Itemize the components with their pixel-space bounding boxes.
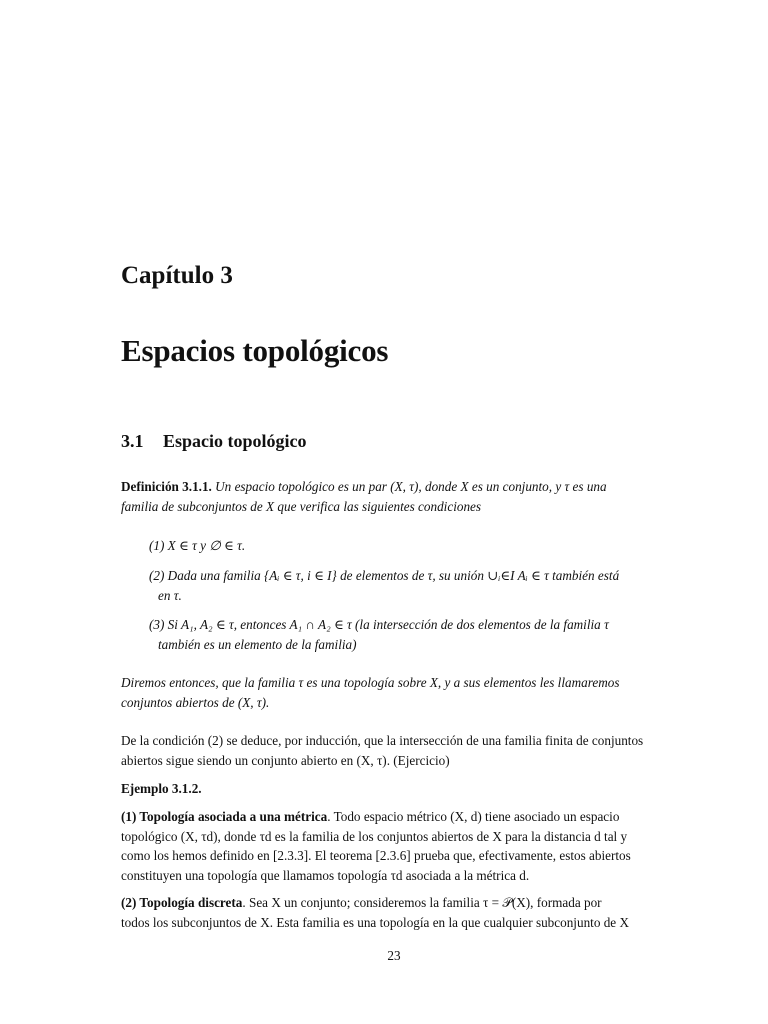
condition-1-text: (1) X ∈ τ y ∅ ∈ τ. bbox=[149, 538, 246, 553]
condition-3-line2: también es un elemento de la familia) bbox=[158, 636, 357, 652]
condition-3-line1: (3) Si A₁, A₂ ∈ τ, entonces A₁ ∩ A₂ ∈ τ (la intersección de dos elementos de la familia τ bbox=[149, 617, 609, 632]
example-metric-paragraph bbox=[121, 807, 670, 885]
definition-block bbox=[121, 477, 670, 516]
chapter-title: Espacios topológicos bbox=[121, 333, 389, 368]
definition-text-line1: Un espacio topológico es un par (X, τ), donde X es un conjunto, y τ es una bbox=[215, 479, 607, 494]
induction-line1: De la condición (2) se deduce, por inducción, que la intersección de una familia finita de conjuntos bbox=[121, 733, 644, 748]
condition-2-line2: en τ. bbox=[158, 587, 182, 603]
example-metric-heading: (1) Topología asociada a una métrica bbox=[121, 809, 328, 824]
example-discrete-paragraph bbox=[121, 893, 670, 932]
example-label: Ejemplo 3.1.2. bbox=[121, 781, 202, 796]
conclusion-line1: Diremos entonces, que la familia τ es una topología sobre X, y a sus elementos les llamaremos bbox=[121, 675, 620, 690]
page-number: 23 bbox=[387, 948, 401, 963]
example-metric-line3: como los hemos definido en [2.3.3]. El teorema [2.3.6] prueba que, efectivamente, estos abiertos bbox=[121, 848, 631, 863]
condition-item-1 bbox=[149, 536, 670, 556]
condition-item-2 bbox=[149, 566, 670, 605]
condition-item-3 bbox=[149, 615, 670, 654]
definition-label: Definición 3.1.1. bbox=[121, 479, 212, 494]
example-metric-line4: constituyen una topología que llamamos topología τd asociada a la métrica d. bbox=[121, 867, 530, 883]
section-number: 3.1 bbox=[121, 431, 144, 451]
section-heading bbox=[121, 431, 307, 452]
example-metric-line1: . Todo espacio métrico (X, d) tiene asociado un espacio bbox=[327, 809, 620, 824]
conclusion-line2: conjuntos abiertos de (X, τ). bbox=[121, 694, 270, 710]
example-discrete-heading: (2) Topología discreta bbox=[121, 895, 243, 910]
induction-line2: abiertos sigue siendo un conjunto abierto en (X, τ). (Ejercicio) bbox=[121, 752, 450, 768]
definition-text-line2: familia de subconjuntos de X que verifica las siguientes condiciones bbox=[121, 498, 482, 514]
induction-paragraph bbox=[121, 731, 670, 770]
chapter-label: Capítulo 3 bbox=[121, 262, 233, 289]
condition-2-line1: (2) Dada una familia {Aᵢ ∈ τ, i ∈ I} de elementos de τ, su unión ∪ᵢ∈I Aᵢ ∈ τ también está bbox=[149, 568, 620, 583]
example-discrete-line1: . Sea X un conjunto; consideremos la familia τ = 𝒫(X), formada por bbox=[242, 895, 602, 910]
definition-conclusion bbox=[121, 673, 670, 712]
section-title: Espacio topológico bbox=[163, 431, 307, 451]
example-discrete-line2: todos los subconjuntos de X. Esta familia es una topología en la que cualquier subconjunto de X bbox=[121, 914, 629, 930]
example-metric-line2: topológico (X, τd), donde τd es la familia de los conjuntos abiertos de X para la distancia d tal y bbox=[121, 828, 628, 844]
